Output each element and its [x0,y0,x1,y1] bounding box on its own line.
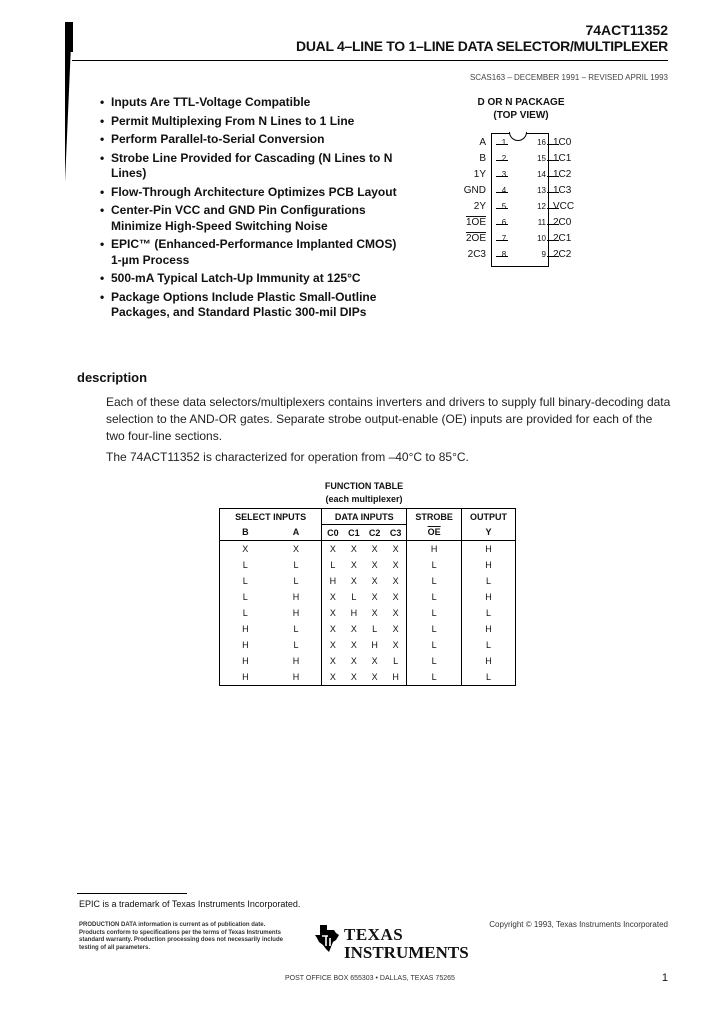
table-cell: X [350,544,357,554]
table-cell: X [350,640,357,650]
table-cell: X [385,541,407,558]
description-heading: description [77,370,148,385]
part-number: 74ACT11352 [585,22,668,38]
production-data-notice: PRODUCTION DATA information is current as of publication date. Products conform to specifications per the terms of Texas Instruments standard warranty. Production processing does not necessarily include testing of all parameters. [79,922,283,951]
column-header: Y [461,525,515,541]
table-cell: X [385,589,407,605]
table-cell: H [385,669,407,686]
pin-left-number: 6 [501,218,507,227]
pin-left-number: 3 [501,170,507,179]
table-cell: H [220,653,271,669]
table-cell: X [350,560,357,570]
feature-item: • Perform Parallel-to-Serial Conversion [100,132,400,148]
pin-row [440,169,600,185]
pin-row [440,153,600,169]
feature-item: • Package Options Include Plastic Small-Outline Packages, and Standard Plastic 300-mil DIPs [100,290,400,321]
page-number: 1 [661,972,668,984]
table-cell: H [461,541,515,558]
table-cell: H [461,653,515,669]
column-header: C1 [343,525,364,541]
table-cell: L [407,605,462,621]
table-cell: L [220,605,271,621]
pin-row [440,217,600,233]
table-cell: L [271,557,322,573]
table-cell: L [220,573,271,589]
table-cell: X [350,576,357,586]
side-marker-cap [65,22,73,52]
pin-row [440,201,600,217]
description-paragraph: Each of these data selectors/multiplexers contains inverters and drivers to supply full binary-decoding data selection to the AND-OR gates. Separate strobe output-enable (OE) inputs are provided for each of the two four-line sections. [106,395,671,443]
copyright: Copyright © 1993, Texas Instruments Incorporated [489,920,668,929]
table-cell: L [461,637,515,653]
pin-right-number: 10 [537,234,546,243]
pin-left-name: 1OE [465,217,486,228]
pin-right-number: 9 [541,250,546,259]
table-row [220,653,516,669]
table-cell: X [371,608,378,618]
feature-item: • Permit Multiplexing From N Lines to 1 Line [100,114,400,130]
table-cell: H [350,608,358,618]
column-header: B [220,525,271,541]
pin-right-number: 13 [537,186,546,195]
header-data-inputs: DATA INPUTS [322,509,407,525]
column-header: C3 [385,525,407,541]
table-cell: X [364,669,385,686]
document-title: DUAL 4–LINE TO 1–LINE DATA SELECTOR/MULTIPLEXER [296,38,668,54]
feature-item: • Flow-Through Architecture Optimizes PCB Layout [100,185,400,201]
table-cell: X [371,656,378,666]
pin-left-name: 1Y [473,169,486,180]
column-header: C0 [322,525,344,541]
pin-left-number: 5 [501,202,507,211]
footnote-rule [77,893,187,894]
header-output: OUTPUT [461,509,515,525]
pin-right-name: VCC [553,201,575,212]
table-cell: X [343,669,364,686]
logo-text-line1: TEXAS [344,925,404,944]
table-cell: L [461,605,515,621]
table-cell: L [330,560,336,570]
function-table [219,508,516,686]
pin-row [440,249,600,265]
function-table-title [300,480,428,506]
pin-row [440,233,600,249]
logo-text-line2: INSTRUMENTS [344,943,469,962]
table-row [220,637,516,653]
trademark-note: EPIC is a trademark of Texas Instruments Incorporated. [79,899,301,909]
pin-left-number: 1 [501,138,507,147]
table-cell: L [407,669,462,686]
table-cell: X [385,557,407,573]
feature-item: • 500-mA Typical Latch-Up Immunity at 125°C [100,271,400,287]
table-cell: X [350,624,357,634]
table-row [220,573,516,589]
table-cell: X [371,576,378,586]
pin-right-number: 12 [537,202,546,211]
pin-right-name: 2C0 [553,217,572,228]
table-cell: X [371,560,378,570]
table-cell: X [329,624,336,634]
table-cell: H [220,621,271,637]
pin-row [440,137,600,153]
header-rule [72,60,668,61]
table-cell: X [220,541,271,558]
feature-item: • Center-Pin VCC and GND Pin Configurations Minimize High-Speed Switching Noise [100,203,400,234]
ti-state-icon [314,924,340,954]
table-cell: X [371,544,378,554]
table-cell: L [271,573,322,589]
table-cell: X [350,656,357,666]
table-cell: L [385,653,407,669]
package-name: D OR N PACKAGE [477,97,565,108]
pin-left-name: 2Y [473,201,486,212]
table-row [220,669,516,686]
table-cell: X [385,605,407,621]
table-cell: H [371,640,378,650]
table-cell: L [351,592,357,602]
postal-address: POST OFFICE BOX 655303 • DALLAS, TEXAS 75265 [285,975,455,982]
pin-left-number: 2 [501,154,507,163]
table-row [220,605,516,621]
pin-right-number: 11 [537,218,546,227]
table-cell: L [220,557,271,573]
pin-row [440,185,600,201]
pin-right-number: 16 [537,138,546,147]
table-cell: H [271,589,322,605]
pin-right-name: 1C2 [553,169,572,180]
table-cell: X [385,637,407,653]
function-table-body [220,541,516,686]
package-view: (TOP VIEW) [493,110,549,121]
pin-left-name: GND [463,185,486,196]
table-cell: X [329,640,336,650]
pin-right-name: 1C3 [553,185,572,196]
description-paragraph: The 74ACT11352 is characterized for operation from –40°C to 85°C. [106,450,469,464]
pin-right-name: 1C1 [553,153,572,164]
table-cell: X [329,544,336,554]
table-cell: L [461,669,515,686]
table-cell: L [372,624,378,634]
pin-left-name: B [479,153,486,164]
table-cell: L [407,621,462,637]
column-header: A [271,525,322,541]
pin-right-name: 2C1 [553,233,572,244]
table-cell: L [407,653,462,669]
feature-item: • EPIC™ (Enhanced-Performance Implanted CMOS) 1-µm Process [100,237,400,268]
function-table-subtitle: (each multiplexer) [325,494,403,504]
column-header: $\overline{OE}$ [407,525,462,541]
table-cell: L [220,589,271,605]
table-cell: H [271,669,322,686]
table-cell: X [385,621,407,637]
pin-left-name: A [479,137,486,148]
table-cell: H [271,605,322,621]
table-cell: H [271,653,322,669]
table-cell: X [271,541,322,558]
table-cell: H [220,669,271,686]
table-cell: X [385,573,407,589]
function-table-name: FUNCTION TABLE [324,481,404,491]
table-cell: L [407,637,462,653]
document-id: SCAS163 – DECEMBER 1991 – REVISED APRIL 1993 [469,73,668,82]
header-select-inputs: SELECT INPUTS [220,509,322,525]
table-cell: H [461,589,515,605]
table-cell: L [461,573,515,589]
table-cell: L [407,573,462,589]
table-cell: X [329,656,336,666]
table-cell: H [407,541,462,558]
table-cell: X [329,592,336,602]
table-cell: L [407,589,462,605]
pin-right-number: 15 [537,154,546,163]
table-cell: X [322,669,344,686]
column-header: C2 [364,525,385,541]
pin-right-number: 14 [537,170,546,179]
table-row [220,589,516,605]
table-cell: H [461,557,515,573]
pin-left-name: 2C3 [467,249,486,260]
table-row [220,557,516,573]
feature-item: • Strobe Line Provided for Cascading (N Lines to N Lines) [100,151,400,182]
pin-right-name: 1C0 [553,137,572,148]
feature-item: • Inputs Are TTL-Voltage Compatible [100,95,400,111]
table-cell: L [271,621,322,637]
table-cell: X [329,608,336,618]
table-cell: L [407,557,462,573]
package-title [450,96,592,122]
texas-instruments-logo [314,922,469,970]
pin-left-number: 4 [501,186,507,195]
table-cell: H [329,576,337,586]
header-strobe: STROBE [407,509,462,525]
pin-left-number: 7 [501,234,507,243]
pin-right-name: 2C2 [553,249,572,260]
pin-left-number: 8 [501,250,507,259]
table-cell: L [271,637,322,653]
feature-list [100,95,400,324]
table-row [220,621,516,637]
table-cell: X [371,592,378,602]
table-row [220,541,516,558]
pin-left-name: 2OE [465,233,486,244]
table-cell: H [220,637,271,653]
table-cell: H [461,621,515,637]
